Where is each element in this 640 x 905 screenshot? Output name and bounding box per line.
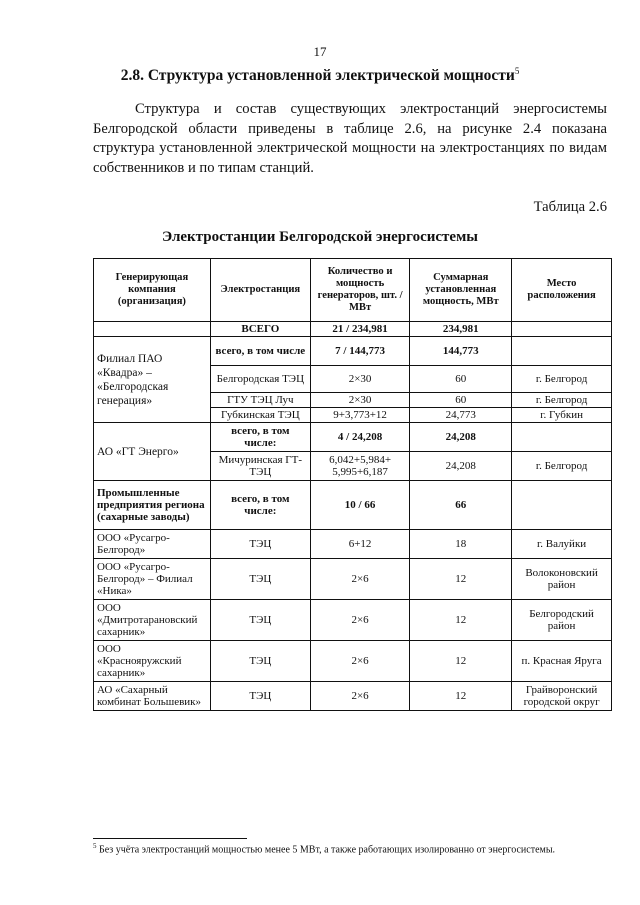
subtotal-location-empty [512, 481, 612, 530]
header-location: Место расположения [512, 259, 612, 322]
footnote-reference: 5 [514, 66, 520, 76]
power-stations-table [93, 258, 612, 711]
capacity-cell: 24,773 [410, 408, 512, 423]
table-header-row [94, 259, 612, 322]
subtotal-label: всего, в том числе: [210, 423, 310, 452]
total-count: 21 / 234,981 [310, 322, 410, 337]
table-row-total [94, 322, 612, 337]
capacity-cell: 12 [410, 559, 512, 600]
count-cell: 2×6 [310, 559, 410, 600]
subtotal-capacity: 24,208 [410, 423, 512, 452]
table-row [94, 559, 612, 600]
station-cell: ГТУ ТЭЦ Луч [210, 393, 310, 408]
intro-paragraph: Структура и состав существующих электростанций энергосистемы Белгородской области приведены в таблице 2.6, на рисунке 2.4 показана структура установленной электрической мощности на электростанциях по видам собственников и по типам станций. [93, 101, 607, 176]
company-cell: Промышленные предприятия региона (сахарные заводы) [94, 481, 211, 530]
capacity-cell: 18 [410, 530, 512, 559]
subtotal-count: 7 / 144,773 [310, 337, 410, 366]
station-cell: Губкинская ТЭЦ [210, 408, 310, 423]
capacity-cell: 60 [410, 366, 512, 393]
subtotal-count: 4 / 24,208 [310, 423, 410, 452]
capacity-cell: 12 [410, 682, 512, 711]
total-empty-cell [94, 322, 211, 337]
footnote [93, 842, 613, 855]
page-number: 17 [313, 44, 327, 59]
count-cell: 2×6 [310, 682, 410, 711]
table-caption: Таблица 2.6 [533, 199, 607, 215]
count-cell: 2×30 [310, 366, 410, 393]
company-cell: ООО «Русагро-Белгород» [94, 530, 211, 559]
footnote-text: Без учёта электростанций мощностью менее 5 МВт, а также работающих изолированно от энергосистемы. [99, 844, 556, 856]
table-row [94, 423, 612, 452]
company-cell: ООО «Русагро-Белгород» – Филиал «Ника» [94, 559, 211, 600]
location-cell: п. Красная Яруга [512, 641, 612, 682]
subtotal-location-empty [512, 423, 612, 452]
table-row [94, 481, 612, 530]
header-count: Количество и мощность генераторов, шт. / МВт [310, 259, 410, 322]
location-cell: г. Белгород [512, 452, 612, 481]
capacity-cell: 12 [410, 641, 512, 682]
table-row [94, 337, 612, 366]
station-cell: ТЭЦ [210, 682, 310, 711]
footnote-mark: 5 [93, 842, 97, 850]
section-title-text: 2.8. Структура установленной электрической мощности [120, 67, 515, 85]
count-cell: 6,042+5,984+ 5,995+6,187 [310, 452, 410, 481]
location-cell: г. Губкин [512, 408, 612, 423]
location-cell: г. Валуйки [512, 530, 612, 559]
company-cell: АО «ГТ Энерго» [94, 423, 211, 481]
section-title [0, 66, 640, 85]
station-cell: ТЭЦ [210, 530, 310, 559]
location-cell: Грайворонский городской округ [512, 682, 612, 711]
subtotal-label: всего, в том числе [210, 337, 310, 366]
footnote-divider [93, 838, 247, 839]
capacity-cell: 24,208 [410, 452, 512, 481]
company-cell: ООО «Дмитротарановский сахарник» [94, 600, 211, 641]
location-cell: Белгородский район [512, 600, 612, 641]
header-capacity: Суммарная установленная мощность, МВт [410, 259, 512, 322]
table-row [94, 530, 612, 559]
count-cell: 9+3,773+12 [310, 408, 410, 423]
subtotal-location-empty [512, 337, 612, 366]
company-cell: ООО «Краснояружский сахарник» [94, 641, 211, 682]
total-capacity: 234,981 [410, 322, 512, 337]
station-cell: ТЭЦ [210, 600, 310, 641]
subtotal-capacity: 66 [410, 481, 512, 530]
header-company: Генерирующая компания (организация) [94, 259, 211, 322]
count-cell: 2×6 [310, 600, 410, 641]
total-label: ВСЕГО [210, 322, 310, 337]
count-cell: 6+12 [310, 530, 410, 559]
subtotal-label: всего, в том числе: [210, 481, 310, 530]
table-row [94, 682, 612, 711]
station-cell: Мичуринская ГТ-ТЭЦ [210, 452, 310, 481]
count-cell: 2×6 [310, 641, 410, 682]
table-row [94, 600, 612, 641]
location-cell: г. Белгород [512, 393, 612, 408]
capacity-cell: 60 [410, 393, 512, 408]
total-location-empty [512, 322, 612, 337]
station-cell: ТЭЦ [210, 641, 310, 682]
location-cell: г. Белгород [512, 366, 612, 393]
header-station: Электростанция [210, 259, 310, 322]
location-cell: Волоконовский район [512, 559, 612, 600]
station-cell: Белгородская ТЭЦ [210, 366, 310, 393]
table-row [94, 641, 612, 682]
company-cell: АО «Сахарный комбинат Большевик» [94, 682, 211, 711]
subtotal-count: 10 / 66 [310, 481, 410, 530]
subtotal-capacity: 144,773 [410, 337, 512, 366]
count-cell: 2×30 [310, 393, 410, 408]
capacity-cell: 12 [410, 600, 512, 641]
table-title: Электростанции Белгородской энергосистемы [161, 229, 478, 245]
station-cell: ТЭЦ [210, 559, 310, 600]
company-cell: Филиал ПАО «Квадра» – «Белгородская генерация» [94, 337, 211, 423]
